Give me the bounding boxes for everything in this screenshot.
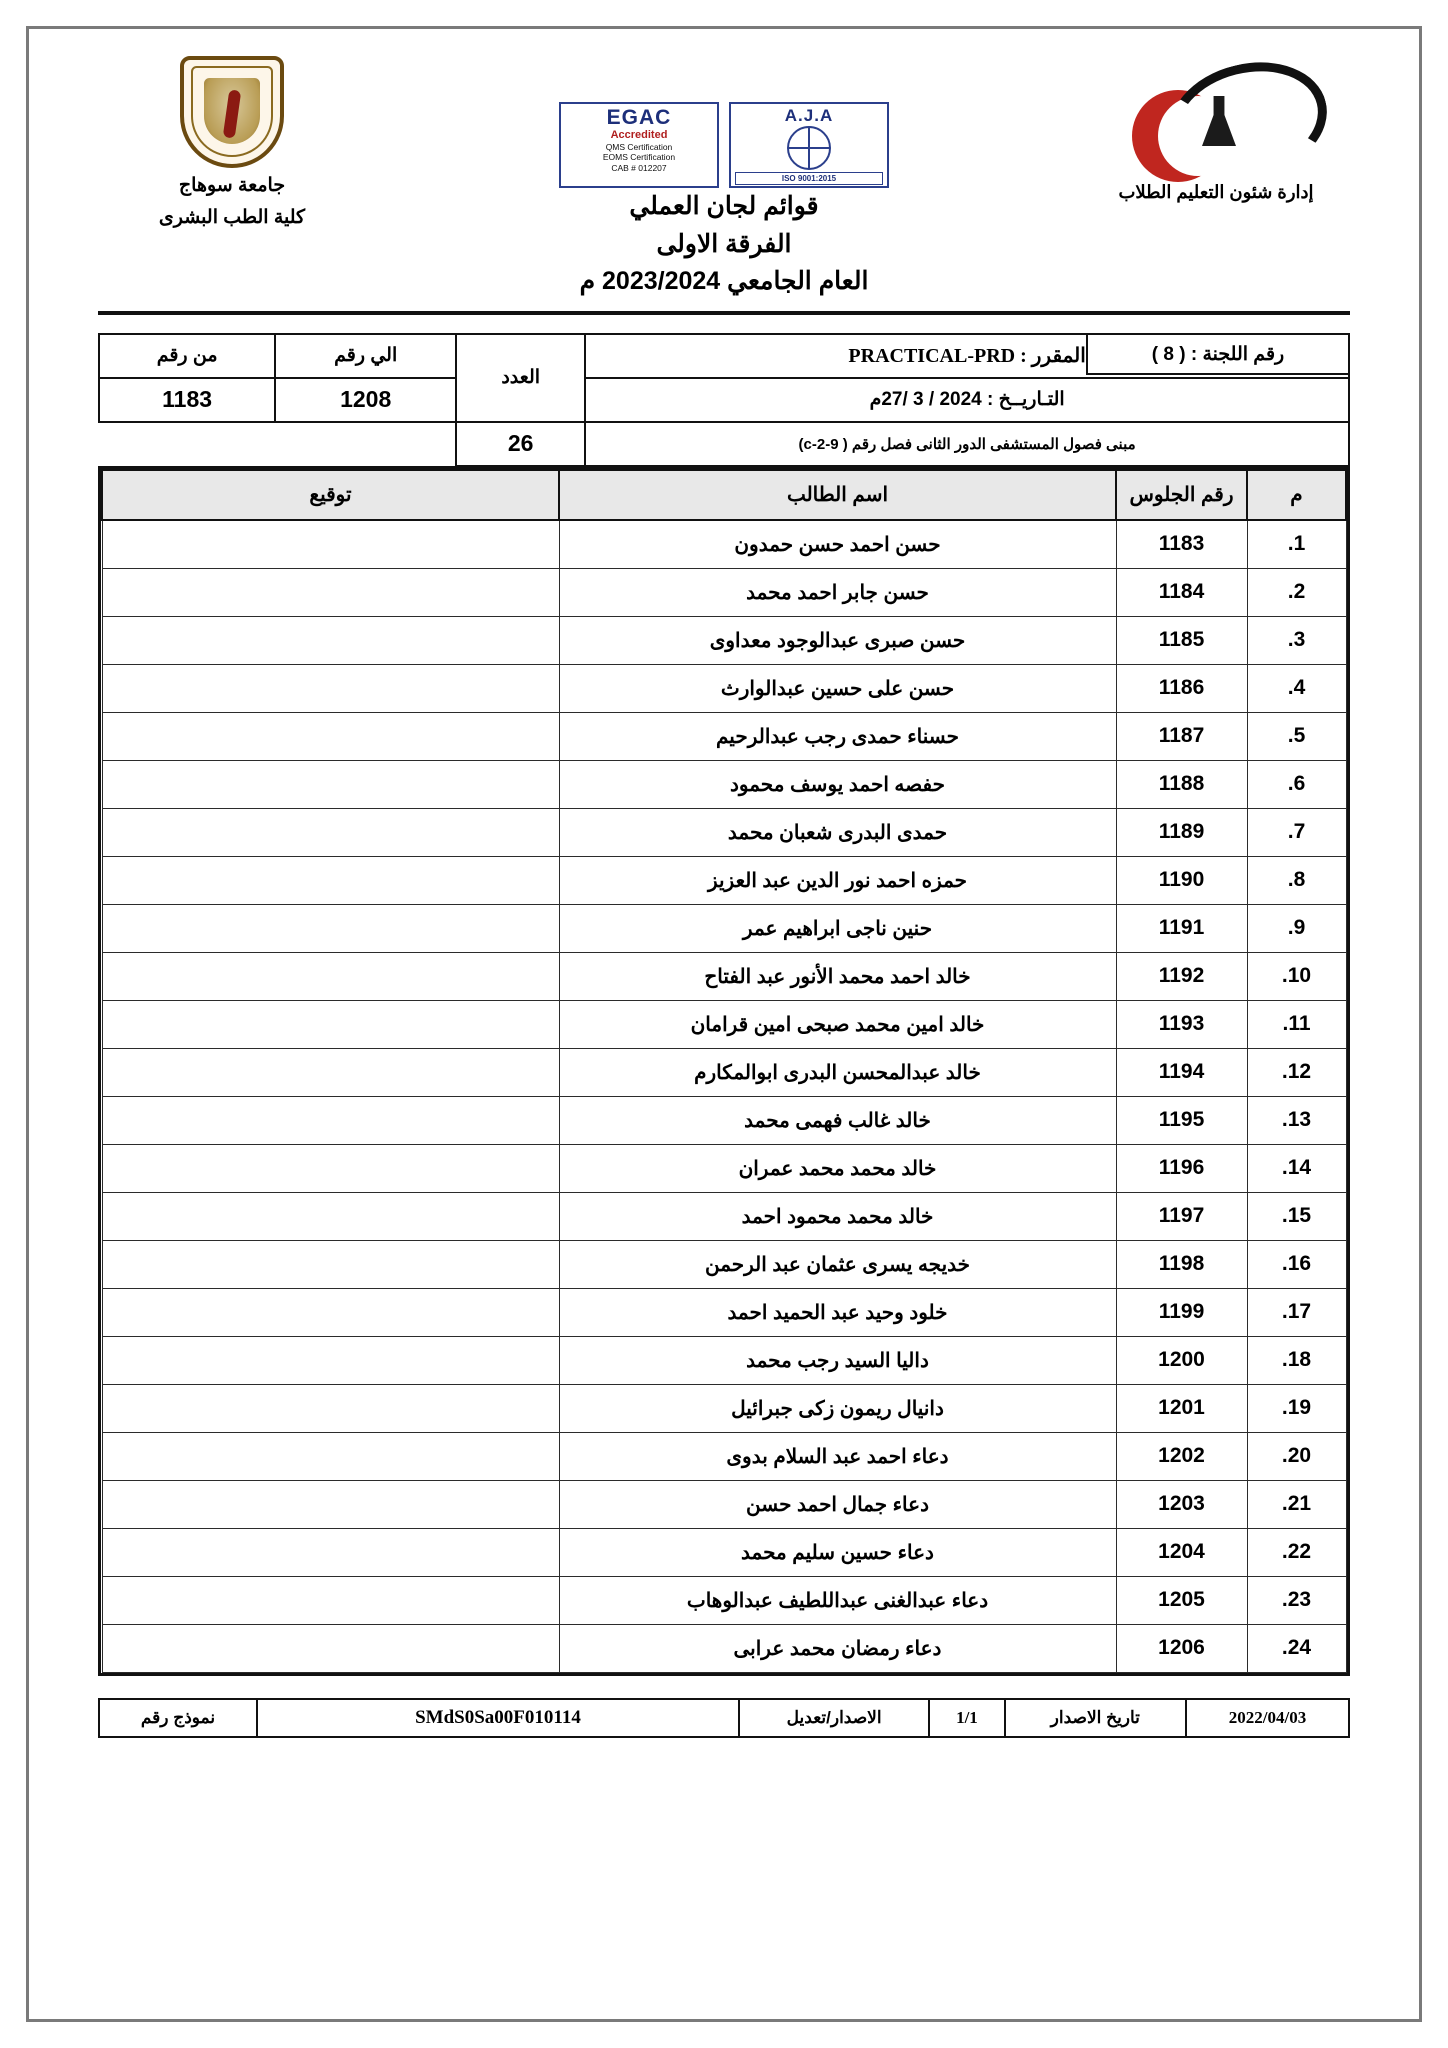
row-signature-cell[interactable]: [102, 1288, 559, 1336]
row-seat-number: 1192: [1116, 952, 1247, 1000]
row-student-name: حمزه احمد نور الدين عبد العزيز: [559, 856, 1116, 904]
row-signature-cell[interactable]: [102, 1192, 559, 1240]
doc-title-line-1: قوائم لجان العملي: [629, 192, 819, 220]
row-index: 2.: [1247, 568, 1346, 616]
row-index: 10.: [1247, 952, 1346, 1000]
row-student-name: داليا السيد رجب محمد: [559, 1336, 1116, 1384]
table-row: [102, 808, 1346, 856]
row-signature-cell[interactable]: [102, 616, 559, 664]
row-student-name: حسن على حسين عبدالوارث: [559, 664, 1116, 712]
table-row: [99, 378, 1349, 422]
footer-table: [98, 1698, 1350, 1738]
row-index: 11.: [1247, 1000, 1346, 1048]
row-signature-cell[interactable]: [102, 1576, 559, 1624]
row-index: 1.: [1247, 520, 1346, 569]
table-row: [102, 1096, 1346, 1144]
row-index: 12.: [1247, 1048, 1346, 1096]
edition-date-label: تاريخ الاصدار: [1005, 1699, 1187, 1737]
table-row: [102, 1432, 1346, 1480]
row-student-name: دعاء عبدالغنى عبداللطيف عبدالوهاب: [559, 1576, 1116, 1624]
row-index: 22.: [1247, 1528, 1346, 1576]
table-row: [102, 712, 1346, 760]
row-seat-number: 1185: [1116, 616, 1247, 664]
row-signature-cell[interactable]: [102, 1048, 559, 1096]
row-student-name: خالد امين محمد صبحى امين قرامان: [559, 1000, 1116, 1048]
row-student-name: حسن جابر احمد محمد: [559, 568, 1116, 616]
row-student-name: دانيال ريمون زكى جبرائيل: [559, 1384, 1116, 1432]
row-signature-cell[interactable]: [102, 1528, 559, 1576]
row-seat-number: 1197: [1116, 1192, 1247, 1240]
table-row: [102, 1336, 1346, 1384]
row-student-name: خلود وحيد عبد الحميد احمد: [559, 1288, 1116, 1336]
row-student-name: خالد محمد محمد عمران: [559, 1144, 1116, 1192]
row-index: 6.: [1247, 760, 1346, 808]
row-signature-cell[interactable]: [102, 712, 559, 760]
spacer-cell: [99, 422, 456, 466]
row-seat-number: 1188: [1116, 760, 1247, 808]
header-divider: [98, 311, 1350, 315]
row-signature-cell[interactable]: [102, 760, 559, 808]
row-index: 16.: [1247, 1240, 1346, 1288]
row-seat-number: 1202: [1116, 1432, 1247, 1480]
row-signature-cell[interactable]: [102, 1144, 559, 1192]
row-index: 13.: [1247, 1096, 1346, 1144]
row-seat-number: 1203: [1116, 1480, 1247, 1528]
row-seat-number: 1195: [1116, 1096, 1247, 1144]
row-signature-cell[interactable]: [102, 904, 559, 952]
table-row: [102, 1384, 1346, 1432]
table-row: [102, 568, 1346, 616]
row-seat-number: 1183: [1116, 520, 1247, 569]
row-index: 8.: [1247, 856, 1346, 904]
row-signature-cell[interactable]: [102, 568, 559, 616]
row-student-name: حسن صبرى عبدالوجود معداوى: [559, 616, 1116, 664]
students-table-body: [102, 520, 1346, 1673]
row-student-name: دعاء جمال احمد حسن: [559, 1480, 1116, 1528]
aja-badge-icon: A.J.A ISO 9001:2015: [729, 102, 889, 188]
table-row: [102, 664, 1346, 712]
row-signature-cell[interactable]: [102, 1000, 559, 1048]
row-seat-number: 1206: [1116, 1624, 1247, 1672]
row-signature-cell[interactable]: [102, 1624, 559, 1672]
doc-title-line-3: العام الجامعي 2023/2024 م: [579, 267, 869, 295]
row-seat-number: 1204: [1116, 1528, 1247, 1576]
to-value: 1208: [275, 378, 456, 422]
table-row: [102, 1528, 1346, 1576]
row-index: 19.: [1247, 1384, 1346, 1432]
row-seat-number: 1184: [1116, 568, 1247, 616]
column-header-signature: توقيع: [102, 470, 559, 520]
row-signature-cell[interactable]: [102, 664, 559, 712]
row-student-name: دعاء حسين سليم محمد: [559, 1528, 1116, 1576]
row-index: 14.: [1247, 1144, 1346, 1192]
row-index: 7.: [1247, 808, 1346, 856]
table-row: [102, 520, 1346, 569]
to-label: الي رقم: [275, 334, 456, 378]
row-index: 18.: [1247, 1336, 1346, 1384]
row-seat-number: 1196: [1116, 1144, 1247, 1192]
row-signature-cell[interactable]: [102, 1336, 559, 1384]
row-index: 5.: [1247, 712, 1346, 760]
row-student-name: خالد احمد محمد الأنور عبد الفتاح: [559, 952, 1116, 1000]
row-index: 24.: [1247, 1624, 1346, 1672]
form-label: نموذج رقم: [99, 1699, 257, 1737]
row-index: 23.: [1247, 1576, 1346, 1624]
row-index: 4.: [1247, 664, 1346, 712]
student-affairs-logo-icon: [1116, 56, 1316, 174]
row-seat-number: 1190: [1116, 856, 1247, 904]
table-row: [102, 856, 1346, 904]
row-signature-cell[interactable]: [102, 1096, 559, 1144]
edition-label: الاصدار/تعديل: [739, 1699, 929, 1737]
document-footer: [98, 1698, 1350, 1738]
date-label: التـاريــخ : 2024 / 3 /27م: [585, 378, 1349, 422]
row-seat-number: 1187: [1116, 712, 1247, 760]
row-seat-number: 1198: [1116, 1240, 1247, 1288]
course-label: المقرر : PRACTICAL-PRD: [585, 334, 1349, 378]
row-signature-cell[interactable]: [102, 1240, 559, 1288]
table-row: [102, 1192, 1346, 1240]
table-row: [102, 1288, 1346, 1336]
table-row: [102, 1624, 1346, 1672]
row-index: 21.: [1247, 1480, 1346, 1528]
student-affairs-block: [1082, 56, 1350, 203]
committee-number: رقم اللجنة : ( 8 ): [1086, 333, 1350, 375]
table-row: [102, 616, 1346, 664]
row-signature-cell[interactable]: [102, 1384, 559, 1432]
doc-title-line-2: الفرقة الاولى: [656, 229, 792, 258]
row-seat-number: 1194: [1116, 1048, 1247, 1096]
row-student-name: خالد محمد محمود احمد: [559, 1192, 1116, 1240]
row-student-name: خالد غالب فهمى محمد: [559, 1096, 1116, 1144]
row-index: 3.: [1247, 616, 1346, 664]
row-seat-number: 1199: [1116, 1288, 1247, 1336]
edition-date-value: 2022/04/03: [1186, 1699, 1349, 1737]
row-signature-cell[interactable]: [102, 952, 559, 1000]
row-student-name: خديجه يسرى عثمان عبد الرحمن: [559, 1240, 1116, 1288]
row-student-name: حنين ناجى ابراهيم عمر: [559, 904, 1116, 952]
column-header-seat: رقم الجلوس: [1116, 470, 1247, 520]
from-label: من رقم: [99, 334, 275, 378]
row-index: 15.: [1247, 1192, 1346, 1240]
students-table: [101, 469, 1347, 1673]
table-row: [102, 904, 1346, 952]
row-signature-cell[interactable]: [102, 520, 559, 569]
row-student-name: دعاء احمد عبد السلام بدوى: [559, 1432, 1116, 1480]
count-value: 26: [456, 422, 585, 466]
column-header-name: اسم الطالب: [559, 470, 1116, 520]
row-seat-number: 1193: [1116, 1000, 1247, 1048]
students-table-wrapper: [98, 466, 1350, 1676]
row-student-name: خالد عبدالمحسن البدرى ابوالمكارم: [559, 1048, 1116, 1096]
table-row: [102, 1240, 1346, 1288]
table-row: [102, 952, 1346, 1000]
row-seat-number: 1186: [1116, 664, 1247, 712]
egac-badge-icon: EGAC Accredited QMS Certification EOMS Certification CAB # 012207: [559, 102, 719, 188]
document-header: [98, 34, 1350, 301]
location-label: مبنى فصول المستشفى الدور الثانى فصل رقم ( 9-2-c): [585, 422, 1349, 466]
row-index: 17.: [1247, 1288, 1346, 1336]
row-student-name: حمدى البدرى شعبان محمد: [559, 808, 1116, 856]
university-name: جامعة سوهاج: [178, 175, 286, 196]
table-row: [102, 760, 1346, 808]
row-index: 9.: [1247, 904, 1346, 952]
table-row: [102, 1480, 1346, 1528]
row-seat-number: 1205: [1116, 1576, 1247, 1624]
row-seat-number: 1200: [1116, 1336, 1247, 1384]
from-value: 1183: [99, 378, 275, 422]
edition-value: 1/1: [929, 1699, 1004, 1737]
table-row: [102, 1000, 1346, 1048]
table-row: [102, 1048, 1346, 1096]
row-signature-cell[interactable]: [102, 856, 559, 904]
row-signature-cell[interactable]: [102, 1432, 559, 1480]
university-seal-icon: [172, 56, 292, 168]
row-signature-cell[interactable]: [102, 808, 559, 856]
column-header-index: م: [1247, 470, 1346, 520]
table-row: [99, 422, 1349, 466]
faculty-name: كلية الطب البشرى: [158, 206, 306, 228]
row-seat-number: 1189: [1116, 808, 1247, 856]
row-seat-number: 1191: [1116, 904, 1247, 952]
student-affairs-label: إدارة شئون التعليم الطلاب: [1118, 182, 1314, 202]
form-code: SMdS0Sa00F010114: [257, 1699, 739, 1737]
row-student-name: دعاء رمضان محمد عرابى: [559, 1624, 1116, 1672]
title-block: [366, 56, 1082, 301]
university-block: [98, 56, 366, 231]
accreditation-badges: [366, 102, 1082, 188]
row-student-name: حفصه احمد يوسف محمود: [559, 760, 1116, 808]
table-header-row: [102, 470, 1346, 520]
row-index: 20.: [1247, 1432, 1346, 1480]
table-row: [102, 1576, 1346, 1624]
row-student-name: حسناء حمدى رجب عبدالرحيم: [559, 712, 1116, 760]
table-row: [102, 1144, 1346, 1192]
row-seat-number: 1201: [1116, 1384, 1247, 1432]
table-row: [99, 1699, 1349, 1737]
row-signature-cell[interactable]: [102, 1480, 559, 1528]
count-label: العدد: [456, 334, 585, 422]
row-student-name: حسن احمد حسن حمدون: [559, 520, 1116, 569]
